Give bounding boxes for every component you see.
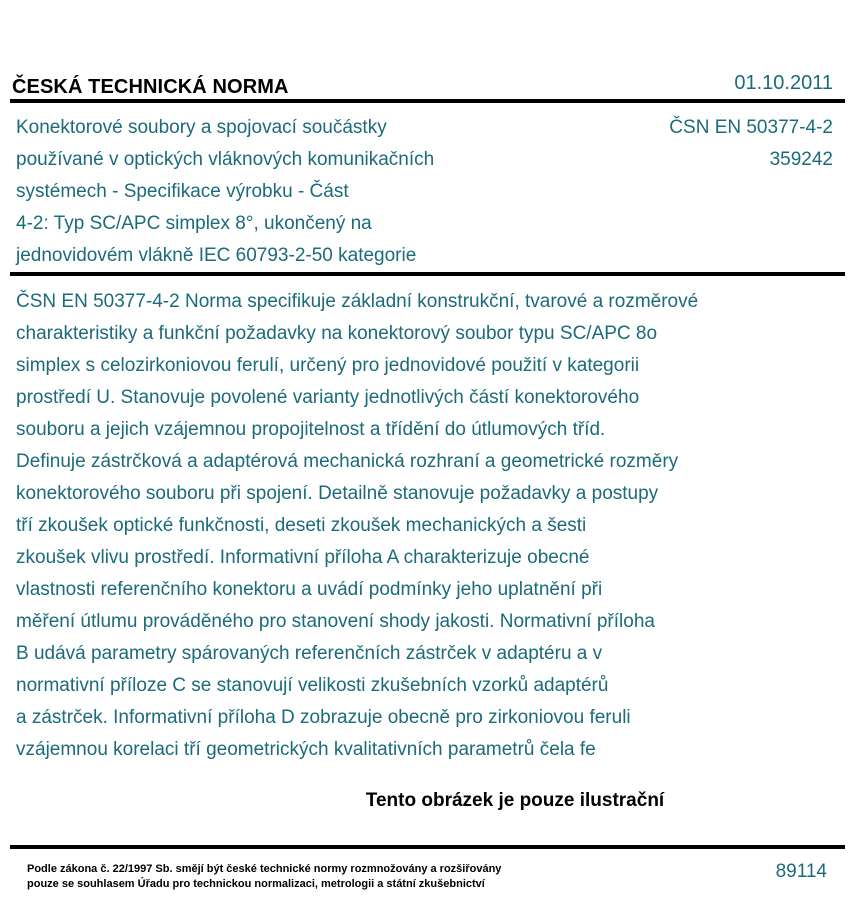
title-line: používané v optických vláknových komunikačních bbox=[16, 149, 435, 170]
abstract-line: měření útlumu prováděného pro stanovení shody jakosti. Normativní příloha bbox=[16, 611, 655, 632]
title-line: systémech - Specifikace výrobku - Část bbox=[16, 181, 349, 202]
title-line: Konektorové soubory a spojovací součástky bbox=[16, 117, 387, 138]
abstract-line: vzájemnou korelaci tří geometrických kvalitativních parametrů čela fe bbox=[16, 739, 596, 760]
abstract-line: prostředí U. Stanovuje povolené varianty jednotlivých částí konektorového bbox=[16, 387, 640, 408]
abstract-line: Definuje zástrčková a adaptérová mechanická rozhraní a geometrické rozměry bbox=[16, 451, 679, 472]
copyright-line: Podle zákona č. 22/1997 Sb. smějí být české technické normy rozmnožovány a rozšiřovány bbox=[27, 863, 502, 875]
copyright-line: pouze se souhlasem Úřadu pro technickou normalizaci, metrologii a státní zkušebnictví bbox=[27, 878, 485, 890]
norm-designation: ČSN EN 50377-4-2 bbox=[669, 117, 833, 138]
abstract-line: charakteristiky a funkční požadavky na konektorový soubor typu SC/APC 8o bbox=[16, 323, 658, 344]
abstract-line: ČSN EN 50377-4-2 Norma specifikuje základní konstrukční, tvarové a rozměrové bbox=[16, 291, 699, 312]
abstract-line: zkoušek vlivu prostředí. Informativní příloha A charakterizuje obecné bbox=[16, 547, 590, 568]
header-divider bbox=[10, 99, 845, 103]
abstract-line: normativní příloze C se stanovují velikosti zkušebních vzorků adaptérů bbox=[16, 675, 609, 696]
title-line: 4-2: Typ SC/APC simplex 8°, ukončený na bbox=[16, 213, 372, 234]
document-type: ČESKÁ TECHNICKÁ NORMA bbox=[12, 76, 289, 98]
title-divider bbox=[10, 272, 845, 276]
publication-date: 01.10.2011 bbox=[734, 72, 833, 94]
abstract-line: tří zkoušek optické funkčnosti, deseti zkoušek mechanických a šesti bbox=[16, 515, 587, 536]
norm-class-number: 359242 bbox=[769, 149, 833, 170]
abstract-line: konektorového souboru při spojení. Detailně stanovuje požadavky a postupy bbox=[16, 483, 659, 504]
illustration-note: Tento obrázek je pouze ilustrační bbox=[365, 790, 665, 811]
abstract-line: B udává parametry spárovaných referenčních zástrček v adaptéru a v bbox=[16, 643, 603, 664]
footer-divider bbox=[10, 845, 845, 849]
standard-title bbox=[16, 112, 536, 272]
title-line: jednovidovém vlákně IEC 60793-2-50 kategorie bbox=[16, 245, 417, 266]
catalog-code: 89114 bbox=[775, 861, 827, 882]
abstract-line: a zástrček. Informativní příloha D zobrazuje obecně pro zirkoniovou feruli bbox=[16, 707, 631, 728]
document-header bbox=[10, 68, 835, 100]
abstract-line: souboru a jejich vzájemnou propojitelnost a třídění do útlumových tříd. bbox=[16, 419, 606, 440]
norm-identifiers bbox=[669, 112, 833, 176]
abstract-text bbox=[16, 286, 846, 766]
abstract-line: vlastnosti referenčního konektoru a uvádí podmínky jeho uplatnění při bbox=[16, 579, 603, 600]
abstract-line: simplex s celozirkoniovou ferulí, určený pro jednovidové použití v kategorii bbox=[16, 355, 640, 376]
copyright-notice bbox=[27, 862, 501, 892]
